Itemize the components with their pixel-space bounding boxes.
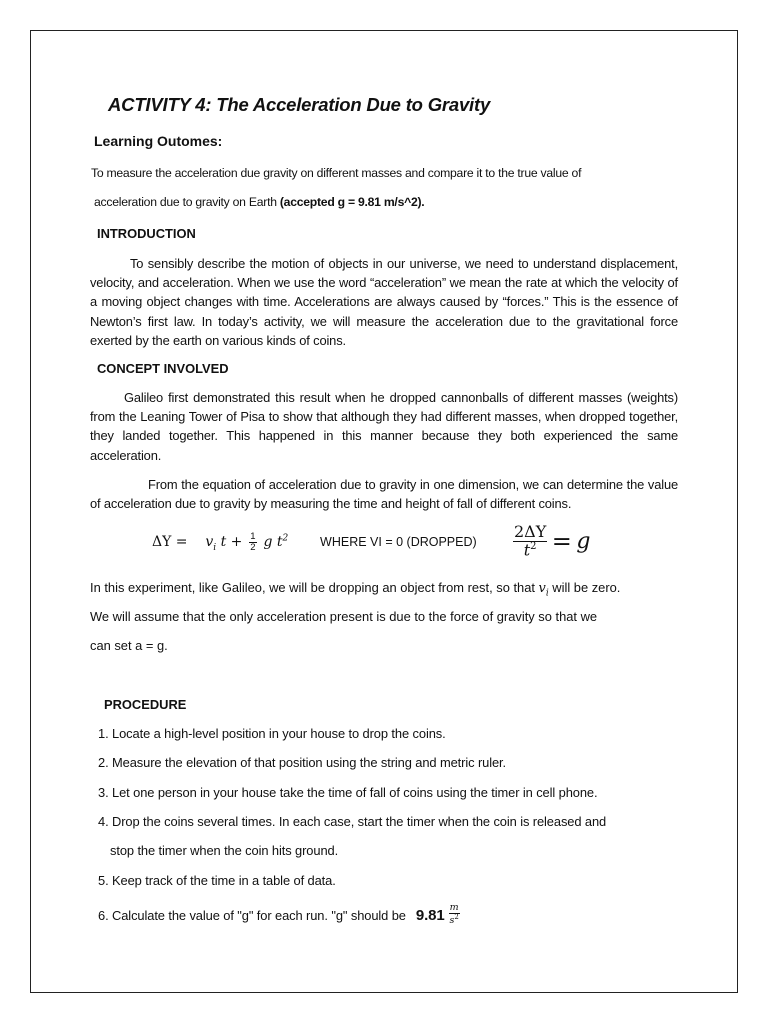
procedure-step: 3. Let one person in your house take the time of fall of coins using the timer in cell phone. <box>98 785 598 800</box>
g-formula-equals: = <box>551 527 572 556</box>
concept-paragraph-1: Galileo first demonstrated this result when he dropped cannonballs of different masses (weights) from the Leaning Tower of Pisa to show that although they had different masses, when dropped together, they landed together. This happened in this manner because they both experienced the same acceleration. <box>90 390 678 463</box>
g-formula-g: g <box>576 528 591 554</box>
procedure-step: 2. Measure the elevation of that position using the string and metric ruler. <box>98 755 506 770</box>
procedure-step: 1. Locate a high-level position in your house to drop the coins. <box>98 726 446 741</box>
learning-outcomes-line2-text: acceleration due to gravity on Earth <box>94 195 280 209</box>
eq-half-fraction: $\frac{1}{2}$ <box>250 531 256 553</box>
procedure-step-final <box>98 900 460 930</box>
procedure-step: 4. Drop the coins several times. In each case, start the timer when the coin is released and <box>98 814 607 829</box>
accepted-g-value: (accepted g = 9.81 m/s^2). <box>279 195 425 209</box>
eq-condition: WHERE VI = 0 (DROPPED) <box>320 535 477 550</box>
eq-term1: $v_i$ t + <box>205 534 243 553</box>
page-title: ACTIVITY 4: The Acceleration Due to Gravity <box>108 94 491 115</box>
g-value: 9.81 <box>415 906 445 924</box>
introduction-heading: INTRODUCTION <box>97 226 196 241</box>
procedure-step: 5. Keep track of the time in a table of data. <box>98 873 336 888</box>
eq-lhs: ΔY = <box>152 534 188 551</box>
g-unit-fraction: $\frac{m}{s^2}$ <box>449 902 459 927</box>
procedure-step-continuation: stop the timer when the coin hits ground. <box>110 843 339 858</box>
learning-outcomes-heading: Learning Outomes: <box>94 133 223 149</box>
procedure-heading: PROCEDURE <box>104 697 187 712</box>
kinematics-equation <box>152 532 477 568</box>
after-eq-line1: In this experiment, like Galileo, we will be dropping an object from rest, so that $v_i$ will be zero. <box>90 580 621 599</box>
concept-paragraph-2: From the equation of acceleration due to gravity in one dimension, we can determine the value of acceleration due to gravity by measuring the time and height of fall of different coins. <box>90 477 678 512</box>
learning-outcomes-line1: To measure the acceleration due gravity on different masses and compare it to the true value of <box>91 166 582 180</box>
learning-outcomes-line2 <box>94 195 424 209</box>
after-eq-line2: We will assume that the only acceleration present is due to the force of gravity so that we <box>90 609 598 624</box>
concept-heading: CONCEPT INVOLVED <box>97 361 229 376</box>
g-formula <box>513 524 590 559</box>
procedure-step-text: 6. Calculate the value of "g" for each run. "g" should be <box>98 907 406 923</box>
introduction-paragraph: To sensibly describe the motion of objects in our universe, we need to understand displacement, velocity, and acceleration. When we use the word “acceleration” we mean the rate at which the velocity of a moving object changes with time. Accelerations are always caused by “forces.” This is the essence of Newton’s first law. In today’s activity, we will measure the acceleration due to the gravitational force exerted by the earth on various kinds of coins. <box>90 256 678 348</box>
after-eq-line3: can set a = g. <box>90 638 168 653</box>
eq-term2: g $t^2$ <box>263 533 289 551</box>
g-formula-fraction: $\frac{2\Delta Y}{t^2}$ <box>514 522 547 560</box>
